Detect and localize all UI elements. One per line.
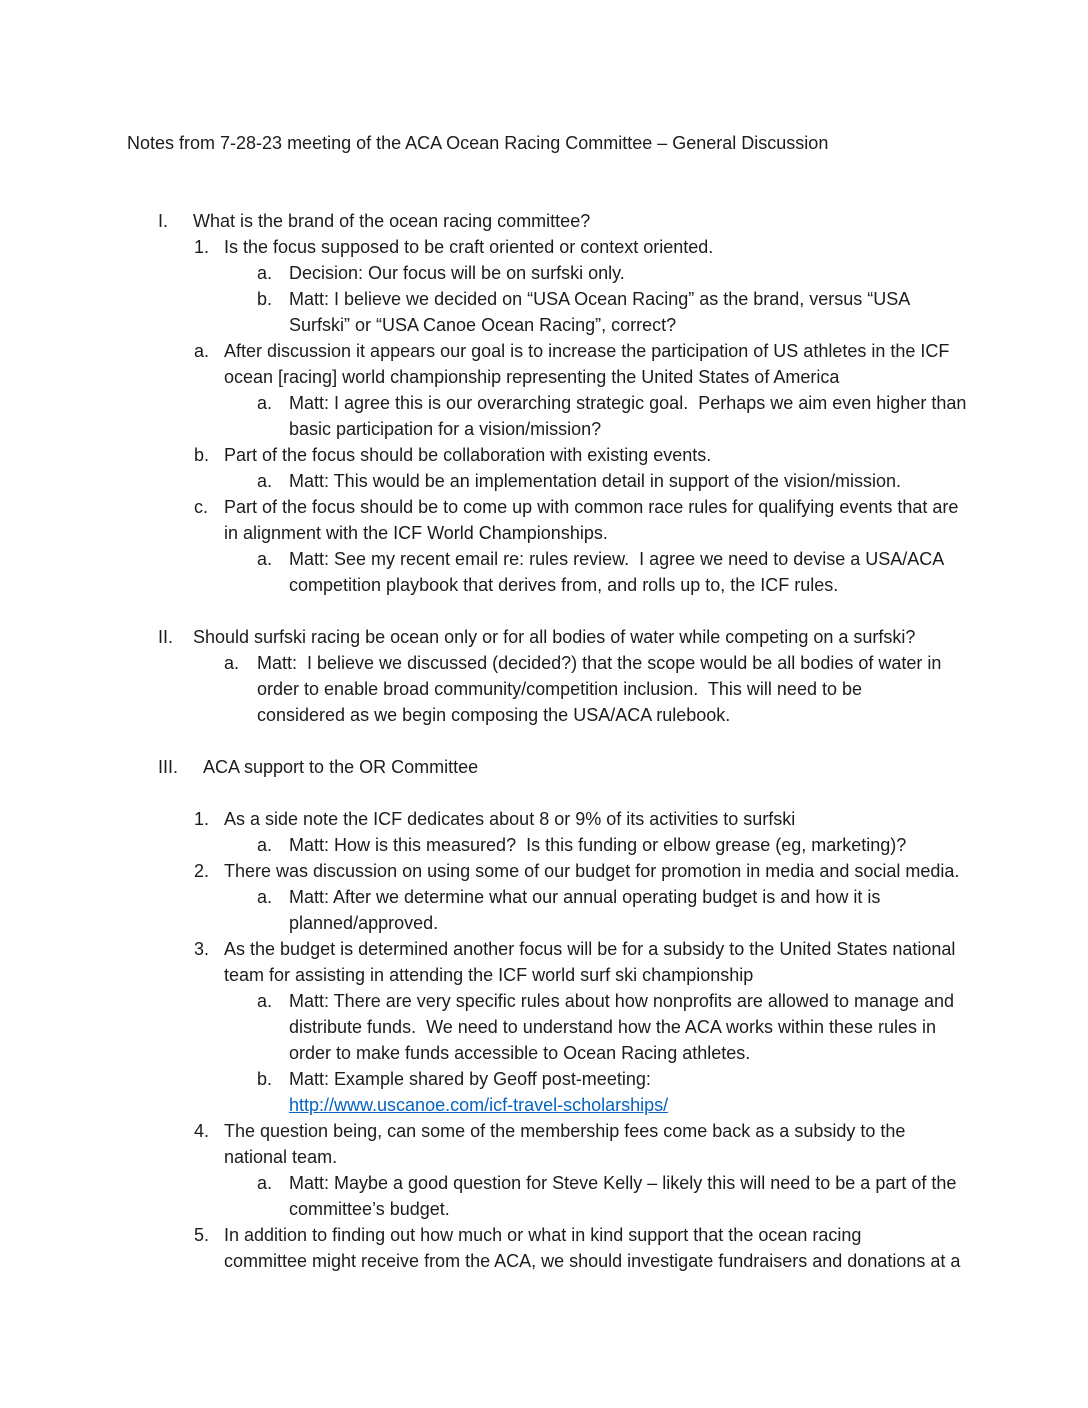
blank-line (127, 182, 1088, 208)
outline-text: order to make funds accessible to Ocean Racing athletes. (289, 1043, 751, 1063)
outline-text: Matt: This would be an implementation detail in support of the vision/mission. (289, 471, 901, 491)
outline-item-continuation (127, 520, 1088, 546)
outline-text: Should surfski racing be ocean only or for all bodies of water while competing on a surfski? (193, 627, 916, 647)
outline-text: As a side note the ICF dedicates about 8 or 9% of its activities to surfski (224, 809, 796, 829)
outline-item-continuation (127, 1014, 1088, 1040)
outline-text: Matt: I believe we discussed (decided?) that the scope would be all bodies of water in (257, 653, 942, 673)
outline-text: in alignment with the ICF World Championships. (224, 523, 608, 543)
outline-item (127, 1170, 1088, 1196)
outline-text: committee might receive from the ACA, we should investigate fundraisers and donations at a (224, 1251, 961, 1271)
list-marker: 1. (194, 237, 210, 257)
outline-text: There was discussion on using some of our budget for promotion in media and social media. (224, 861, 960, 881)
outline-item (127, 754, 1088, 780)
outline-text: ACA support to the OR Committee (203, 757, 479, 777)
outline-text: Matt: Maybe a good question for Steve Kelly – likely this will need to be a part of the (289, 1173, 957, 1193)
outline-item-continuation (127, 676, 1088, 702)
travel-scholarships-link[interactable]: http://www.uscanoe.com/icf-travel-scholarships/ (289, 1095, 669, 1115)
outline-item (127, 858, 1088, 884)
outline-item (127, 988, 1088, 1014)
outline-item (127, 806, 1088, 832)
outline-text: What is the brand of the ocean racing committee? (193, 211, 591, 231)
outline-item (127, 260, 1088, 286)
outline-text: Matt: After we determine what our annual operating budget is and how it is (289, 887, 881, 907)
outline-text: distribute funds. We need to understand how the ACA works within these rules in (289, 1017, 937, 1037)
outline-item (127, 1222, 1088, 1248)
outline-item-continuation (127, 1248, 1088, 1274)
outline-item (127, 208, 1088, 234)
outline-item (127, 936, 1088, 962)
outline-text: Part of the focus should be to come up with common race rules for qualifying events that are (224, 497, 959, 517)
document-title: Notes from 7-28-23 meeting of the ACA Ocean Racing Committee – General Discussion (127, 133, 829, 153)
list-marker: I. (158, 211, 169, 231)
outline-text: Matt: I agree this is our overarching strategic goal. Perhaps we aim even higher than (289, 393, 967, 413)
list-marker: a. (257, 393, 273, 413)
outline-text: national team. (224, 1147, 338, 1167)
outline-text: After discussion it appears our goal is to increase the participation of US athletes in the ICF (224, 341, 950, 361)
outline-text: In addition to finding out how much or what in kind support that the ocean racing (224, 1225, 862, 1245)
list-marker: c. (194, 497, 209, 517)
list-marker: 2. (194, 861, 210, 881)
list-marker: 1. (194, 809, 210, 829)
list-marker: b. (257, 289, 273, 309)
list-marker: 5. (194, 1225, 210, 1245)
outline-text: basic participation for a vision/mission? (289, 419, 602, 439)
outline-text: Matt: How is this measured? Is this funding or elbow grease (eg, marketing)? (289, 835, 907, 855)
outline-item-continuation (127, 1144, 1088, 1170)
outline-item (127, 1118, 1088, 1144)
list-marker: b. (257, 1069, 273, 1089)
outline-item-continuation (127, 702, 1088, 728)
outline-text: competition playbook that derives from, and rolls up to, the ICF rules. (289, 575, 839, 595)
outline-item-continuation (127, 312, 1088, 338)
list-marker: II. (158, 627, 174, 647)
outline-text: Is the focus supposed to be craft oriented or context oriented. (224, 237, 714, 257)
list-marker: b. (194, 445, 210, 465)
outline-text: Surfski” or “USA Canoe Ocean Racing”, correct? (289, 315, 677, 335)
outline-item (127, 494, 1088, 520)
outline-text: Matt: Example shared by Geoff post-meeting: (289, 1069, 651, 1089)
outline-text: committee’s budget. (289, 1199, 450, 1219)
list-marker: a. (224, 653, 240, 673)
outline-text: order to enable broad community/competition inclusion. This will need to be (257, 679, 862, 699)
list-marker: a. (257, 1173, 273, 1193)
list-marker: a. (257, 887, 273, 907)
outline-text: As the budget is determined another focus will be for a subsidy to the United States national (224, 939, 956, 959)
outline-item (127, 390, 1088, 416)
outline-item (127, 546, 1088, 572)
list-marker: a. (257, 835, 273, 855)
outline-item-continuation (127, 416, 1088, 442)
outline-item-continuation (127, 364, 1088, 390)
outline-item-continuation (127, 910, 1088, 936)
outline-item (127, 234, 1088, 260)
outline-item-continuation (127, 1040, 1088, 1066)
list-marker: III. (158, 757, 179, 777)
blank-line (127, 598, 1088, 624)
outline-text: team for assisting in attending the ICF world surf ski championship (224, 965, 754, 985)
outline-item-continuation (127, 962, 1088, 988)
outline-text: ocean [racing] world championship representing the United States of America (224, 367, 840, 387)
outline-item (127, 884, 1088, 910)
outline-text: Matt: There are very specific rules about how nonprofits are allowed to manage and (289, 991, 955, 1011)
outline-item (127, 624, 1088, 650)
outline-item (127, 1066, 1088, 1092)
outline-text: planned/approved. (289, 913, 439, 933)
list-marker: a. (257, 263, 273, 283)
outline-text: Decision: Our focus will be on surfski only. (289, 263, 625, 283)
blank-line (127, 780, 1088, 806)
list-marker: a. (257, 549, 273, 569)
outline-item-continuation (127, 1092, 1088, 1118)
outline-item (127, 832, 1088, 858)
outline-item (127, 286, 1088, 312)
outline-item (127, 338, 1088, 364)
outline-text: Matt: I believe we decided on “USA Ocean Racing” as the brand, versus “USA (289, 289, 911, 309)
outline-item (127, 650, 1088, 676)
blank-line (127, 728, 1088, 754)
list-marker: 4. (194, 1121, 210, 1141)
outline-item (127, 442, 1088, 468)
outline-item (127, 468, 1088, 494)
list-marker: a. (257, 471, 273, 491)
outline-text: Part of the focus should be collaboration with existing events. (224, 445, 712, 465)
list-marker: a. (194, 341, 210, 361)
outline-item-continuation (127, 1196, 1088, 1222)
outline-item-continuation (127, 572, 1088, 598)
blank-line (127, 156, 1088, 182)
outline-text: The question being, can some of the membership fees come back as a subsidy to the (224, 1121, 906, 1141)
list-marker: 3. (194, 939, 210, 959)
list-marker: a. (257, 991, 273, 1011)
outline-text: Matt: See my recent email re: rules review. I agree we need to devise a USA/ACA (289, 549, 945, 569)
outline-text: considered as we begin composing the USA/ACA rulebook. (257, 705, 731, 725)
